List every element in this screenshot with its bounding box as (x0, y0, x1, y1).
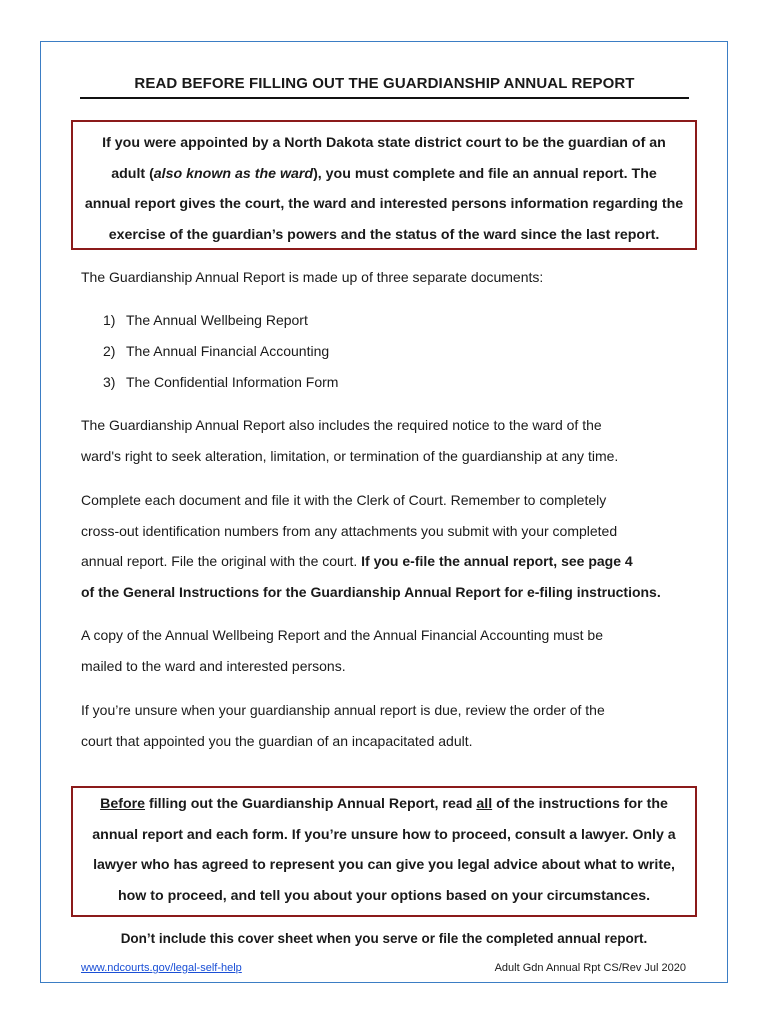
list-item-label: The Annual Financial Accounting (126, 343, 330, 359)
all-emphasis: all (476, 796, 493, 812)
page-title: READ BEFORE FILLING OUT THE GUARDIANSHIP ANNUAL REPORT (134, 75, 635, 92)
intro-paragraph (81, 262, 691, 293)
list-item-number: 2) (103, 343, 116, 359)
notice-line-2-end: ), you must complete and file an annual report. The (313, 165, 657, 182)
ward-notice-paragraph (81, 410, 691, 471)
ward-notice-line-2: ward's right to seek alteration, limitation, or termination of the guardianship at any time. (81, 447, 619, 464)
notice-line-2 (73, 159, 695, 190)
copy-line-1: A copy of the Annual Wellbeing Report and the Annual Financial Accounting must be (81, 627, 603, 643)
notice-ward-term: also known as the ward (153, 165, 314, 182)
warning-line-3: lawyer who has agreed to represent you can give you legal advice about what to write, (93, 857, 675, 873)
efile-instruction-end: of the General Instructions for the Guardianship Annual Report for e-filing instructions. (81, 583, 661, 600)
notice-line-4: exercise of the guardian’s powers and the status of the ward since the last report. (108, 226, 660, 243)
complete-documents-paragraph (81, 485, 691, 607)
warning-line-1 (73, 789, 695, 820)
due-line-2: court that appointed you the guardian of an incapacitated adult. (81, 732, 473, 749)
legal-self-help-link[interactable]: www.ndcourts.gov/legal-self-help (81, 962, 242, 974)
list-item (103, 374, 338, 390)
copy-line-2: mailed to the ward and interested persons. (81, 657, 346, 674)
due-date-paragraph (81, 695, 691, 756)
warning-line-2: annual report and each form. If you’re unsure how to proceed, consult a lawyer. Only a (92, 826, 676, 843)
complete-line-3 (81, 546, 691, 577)
before-emphasis: Before (100, 796, 146, 812)
notice-line-3: annual report gives the court, the ward and interested persons information regarding the (84, 196, 684, 212)
list-item (103, 312, 308, 328)
complete-line-1: Complete each document and file it with the Clerk of Court. Remember to completely (81, 492, 607, 508)
list-item-label: The Annual Wellbeing Report (126, 312, 308, 328)
cover-sheet-note: Don’t include this cover sheet when you serve or file the completed annual report. (120, 931, 648, 946)
title-underline-divider (80, 97, 689, 99)
list-item-number: 3) (103, 374, 116, 390)
intro-text: The Guardianship Annual Report is made up of three separate documents: (81, 269, 544, 285)
list-item (103, 343, 329, 359)
notice-line-2-start: adult ( (111, 165, 154, 182)
copy-mailing-paragraph (81, 620, 691, 681)
warning-line-4: how to proceed, and tell you about your options based on your circumstances. (117, 887, 651, 904)
appointment-notice-box (71, 120, 697, 250)
ward-notice-line-1: The Guardianship Annual Report also includes the required notice to the ward of the (81, 417, 602, 433)
complete-line-2: cross-out identification numbers from any attachments you submit with your completed (81, 522, 618, 539)
lawyer-warning-box (71, 786, 697, 917)
efile-instruction-start: If you e-file the annual report, see page 4 (361, 553, 633, 569)
notice-line-1: If you were appointed by a North Dakota state district court to be the guardian of an (102, 135, 666, 151)
list-item-number: 1) (103, 312, 116, 328)
form-revision-code: Adult Gdn Annual Rpt CS/Rev Jul 2020 (494, 962, 686, 974)
list-item-label: The Confidential Information Form (126, 374, 339, 390)
due-line-1: If you’re unsure when your guardianship annual report is due, review the order of the (81, 702, 605, 718)
warning-line-1-end: of the instructions for the (492, 796, 668, 812)
warning-line-1-mid: filling out the Guardianship Annual Report, read (145, 796, 477, 812)
complete-line-3-plain: annual report. File the original with the court. (81, 553, 362, 569)
